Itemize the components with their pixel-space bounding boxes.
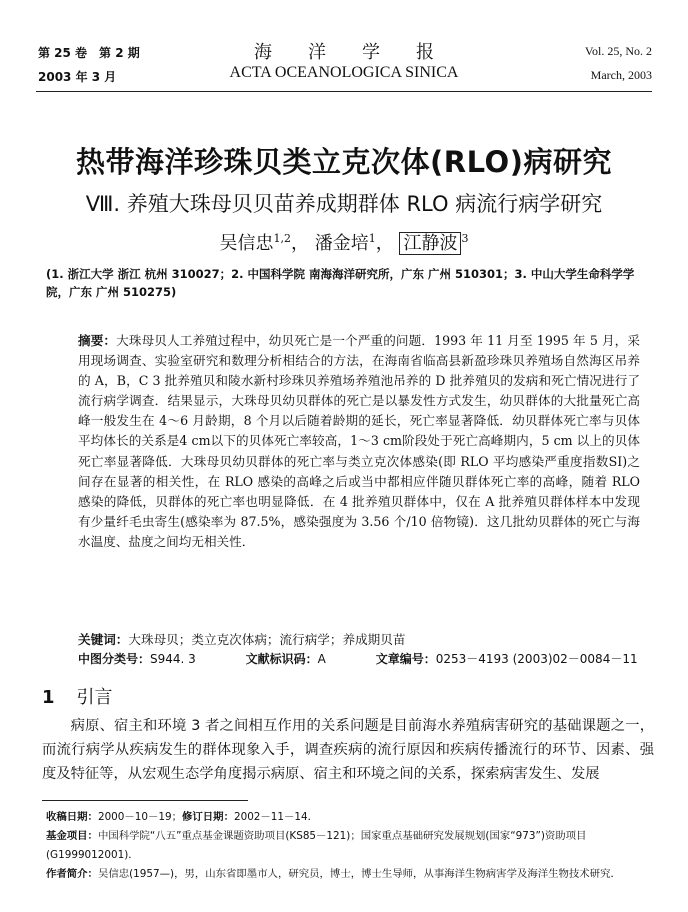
journal-name-cn: 海 洋 学 报	[254, 42, 434, 63]
affiliations: (1. 浙江大学 浙江 杭州 310027；2. 中国科学院 南海海洋研究所，广东 广州 510301；3. 中山大学生命科学学院，广东 广州 510275)	[46, 267, 635, 299]
keywords	[78, 629, 640, 648]
classification-line	[78, 650, 648, 667]
abstract-label: 摘要：	[78, 333, 117, 348]
doc-code: A	[317, 652, 326, 666]
section-body: 病原、宿主和环境 3 者之间相互作用的关系问题是目前海水养殖病害研究的基础课题之一，而流行病学从疾病发生的群体现象入手，调查疾病的流行原因和疾病传播流行的环节、因素、强度及特征等，从宏观生态学角度揭示病原、宿主和环境之间的关系，探索病害发生、发展	[42, 718, 654, 782]
dates-note: 收稿日期：2000－10－19；修订日期：2002－11－14．	[46, 811, 319, 823]
paper-title: 热带海洋珍珠贝类立克次体(RLO)病研究	[76, 145, 612, 179]
article-number-label: 文章编号：	[375, 652, 436, 666]
author-list	[0, 229, 688, 255]
clc-label: 中图分类号：	[78, 652, 151, 666]
doc-code-label: 文献标识码：	[245, 652, 318, 666]
abstract	[78, 331, 640, 552]
section-title: 引言	[76, 687, 113, 708]
author-1: 吴信忠$^{1,2}$，	[219, 232, 310, 254]
section-heading	[42, 683, 113, 709]
author-bio-note: 作者简介：吴信忠(1957—)，男，山东省即墨市人，研究员，博士，博士生导师，从事海洋生物病害学及海洋生物技术研究．	[46, 868, 621, 880]
author-2: 潘金培$^1$，	[314, 232, 394, 254]
journal-name-en: ACTA OCEANOLOGICA SINICA	[229, 64, 459, 81]
date-cn: 2003 年 3 月	[38, 70, 117, 84]
funding-note: 基金项目：中国科学院“八五”重点基金课题资助项目(KS85－121)；国家重点基础研究发展规划(国家“973”)资助项目(G1999012001)．	[46, 830, 587, 861]
volume-issue-cn: 第 25 卷 第 2 期	[38, 46, 140, 60]
article-number: 0253－4193 (2003)02－0084－11	[435, 652, 638, 666]
header-rule	[36, 91, 652, 92]
paper-subtitle: Ⅷ. 养殖大珠母贝贝苗养成期群体 RLO 病流行病学研究	[85, 192, 603, 216]
section-number: 1	[42, 687, 55, 708]
clc-number: S944. 3	[150, 652, 196, 666]
footnotes	[46, 808, 652, 884]
volume-issue-en: Vol. 25, No. 2	[584, 44, 652, 58]
date-en: March, 2003	[590, 68, 652, 82]
abstract-text: 大珠母贝人工养殖过程中，幼贝死亡是一个严重的问题．1993 年 11 月至 1995 年 5 月，采用现场调查、实验室研究和数理分析相结合的方法，在海南省临高县新盈珍珠贝养殖场自然海区吊养的 A，B，C 3 批养殖贝和陵水新村珍珠贝养殖场养殖池吊养的 D 批养殖贝的发病和死亡情况进行了流行病学调查．结果显示，大珠母贝幼贝群体的死亡是以暴发性方式发生，幼贝群体的大批量死亡高峰一般发生在 4～6 月龄期，8 个月以后随着龄期的延长，死亡率显著降低．幼贝群体死亡率与贝体平均体长的关系是4 cm以下的贝体死亡率较高，1～3 cm阶段处于死亡高峰期内，5 cm 以上的贝体死亡率显著降低．大珠母贝幼贝群体的死亡率与类立克次体感染(即 RLO 平均感染严重度指数SI)之间存在显著的相关性，在 RLO 感染的高峰之后或当中都相应伴随贝群体死亡率的高峰，随着 RLO 感染的降低，贝群体的死亡率也明显降低．在 4 批养殖贝群体中，仅在 A 批养殖贝群体样本中发现有少量纤毛虫寄生(感染率为 87.5%，感染强度为 3.56 个/10 倍物镜)．这几批幼贝群体的死亡与海水温度、盐度之间均无相关性．	[78, 333, 640, 549]
keywords-label: 关键词：	[78, 632, 129, 647]
keywords-text: 大珠母贝；类立克次体病；流行病学；养成期贝苗	[128, 632, 406, 647]
author-3: 江静波 $^3$	[399, 233, 468, 254]
footnote-rule	[42, 800, 248, 801]
